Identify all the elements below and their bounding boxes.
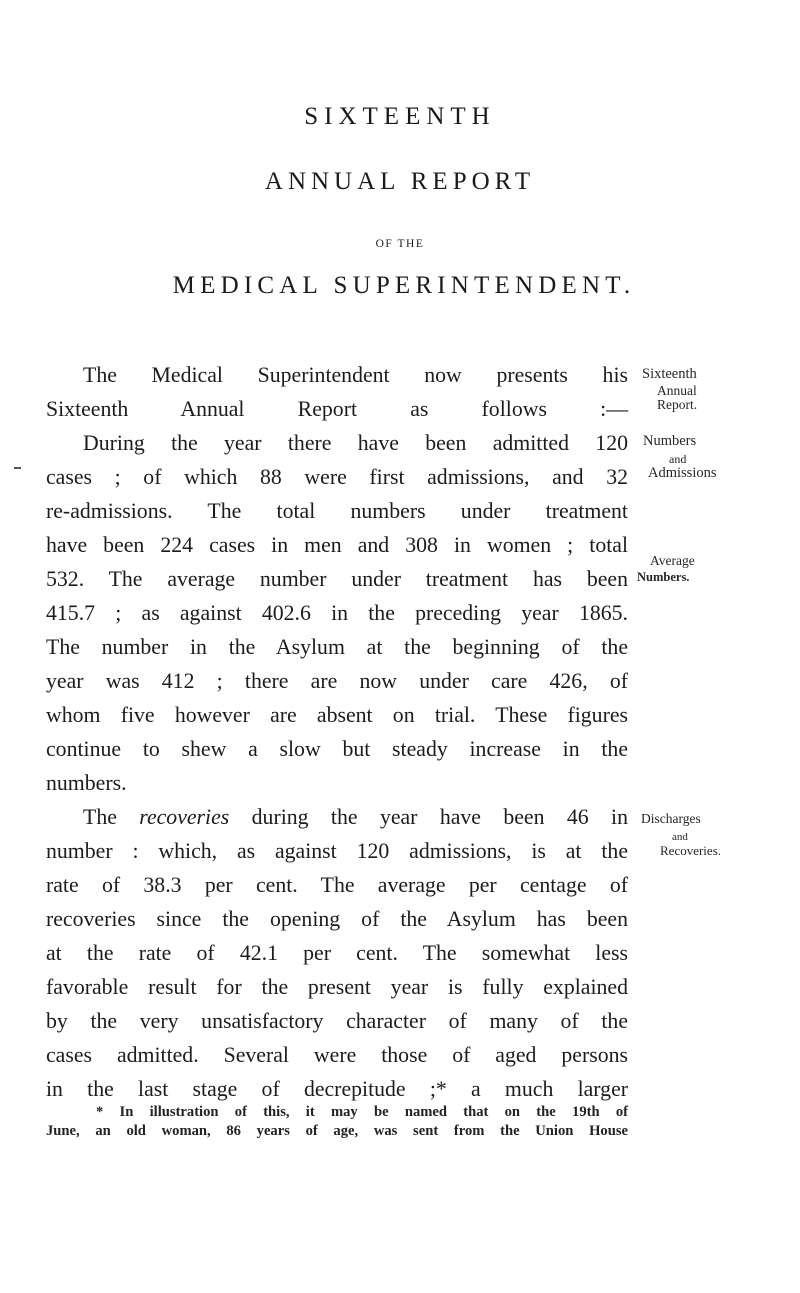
text-line: by the very unsatisfactory character of many of the [46,1009,628,1033]
text-line: recoveries since the opening of the Asylum has been [46,907,628,931]
recoveries-italic: recoveries [139,805,230,829]
title-sixteenth: SIXTEENTH [304,103,496,130]
margin-note-annual: Annual [657,383,697,398]
title-medical-superintendent: MEDICAL SUPERINTENDENT. [172,272,636,299]
page-edge-mark [14,467,21,469]
margin-note-recoveries: Recoveries. [660,843,722,858]
margin-note-admissions: Admissions [648,465,717,481]
footnote-line: * In illustration of this, it may be named that on the 19th of [96,1104,628,1120]
recoveries-rest: during the year have been 46 in [251,805,629,829]
text-line: number : which, as against 120 admissions, is at the [46,839,628,863]
text-line: numbers. [46,771,127,795]
text-line: Sixteenth Annual Report as follows :— [46,397,628,421]
title-of-the: OF THE [375,238,425,250]
text-line: rate of 38.3 per cent. The average per centage of [46,873,628,897]
margin-note-discharges: Discharges [641,811,701,826]
margin-note-report: Report. [657,397,698,412]
margin-note-numbers-2: Numbers. [637,570,690,584]
margin-note-sixteenth: Sixteenth [642,366,697,382]
footnote-line: June, an old woman, 86 years of age, was sent from the Union House [46,1123,628,1139]
margin-note-and: and [669,452,687,466]
text-line: During the year there have been admitted 120 [83,431,628,455]
text-line: in the last stage of decrepitude ;* a much larger [46,1077,628,1101]
text-line: 532. The average number under treatment has been [46,567,628,591]
recoveries-prefix: The [83,805,140,829]
text-line: re-admissions. The total numbers under treatment [46,499,628,523]
text-line: The number in the Asylum at the beginning of the [46,635,628,659]
text-line: cases admitted. Several were those of aged persons [46,1043,628,1067]
margin-note-average: Average [650,553,695,568]
text-line: year was 412 ; there are now under care 426, of [46,669,628,693]
margin-note-numbers: Numbers [643,433,697,449]
text-line: 415.7 ; as against 402.6 in the preceding year 1865. [46,601,628,625]
text-line: continue to shew a slow but steady increase in the [46,737,628,761]
text-line: whom five however are absent on trial. These figures [46,703,628,727]
text-line: The Medical Superintendent now presents his [83,363,628,387]
title-annual-report: ANNUAL REPORT [264,168,536,195]
margin-note-and-2: and [672,831,688,843]
text-line: have been 224 cases in men and 308 in women ; total [46,533,628,557]
text-line: at the rate of 42.1 per cent. The somewhat less [46,941,628,965]
text-line: cases ; of which 88 were first admissions, and 32 [46,465,628,489]
text-line: favorable result for the present year is fully explained [46,975,628,999]
text-line-recoveries [83,800,628,834]
